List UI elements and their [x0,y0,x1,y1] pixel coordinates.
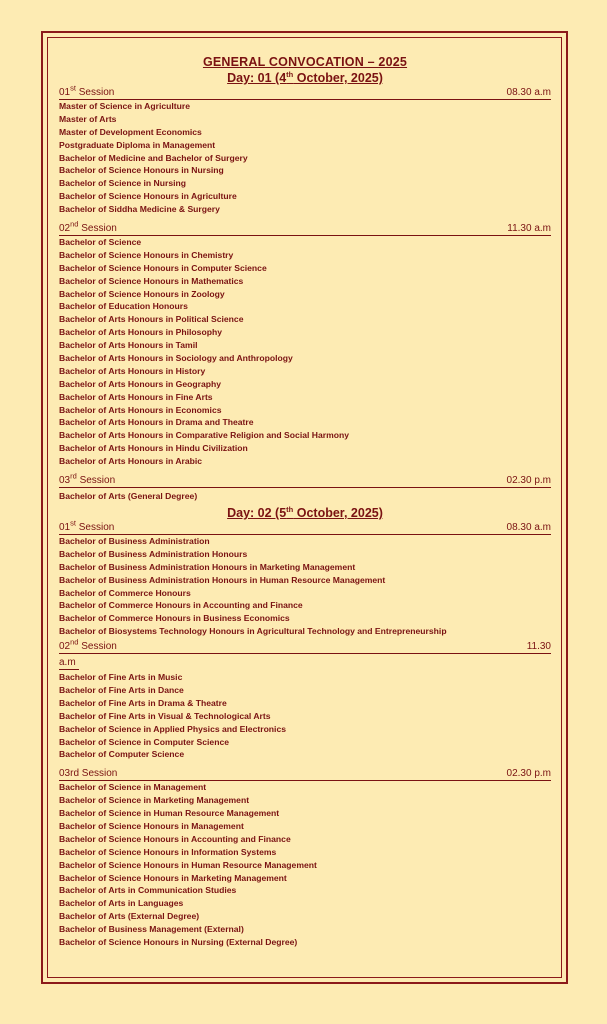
session-time: 02.30 p.m [506,475,551,487]
session-label: 01st Session [59,518,115,533]
course-item: Bachelor of Science Honours in Human Resource Management [59,859,317,870]
session-label: 01st Session [59,83,115,98]
session-time: 11.30 [526,641,551,653]
course-list [59,671,551,761]
course-item: Bachelor of Arts Honours in Hindu Civilization [59,443,248,454]
course-item: Bachelor of Science Honours in Management [59,820,244,831]
course-item: Bachelor of Science Honours in Nursing (External Degree) [59,936,298,947]
course-item: Bachelor of Education Honours [59,301,188,312]
course-list [59,490,551,503]
course-item: Bachelor of Business Administration [59,535,210,546]
session-time: 08.30 a.m [506,521,551,533]
course-item: Bachelor of Computer Science [59,749,185,760]
course-item: Bachelor of Arts Honours in Comparative Religion and Social Harmony [59,430,350,441]
course-item: Bachelor of Commerce Honours in Accounting and Finance [59,600,303,611]
course-item: Bachelor of Commerce Honours in Business Economics [59,613,290,624]
course-item: Postgraduate Diploma in Management [59,139,216,150]
course-item: Bachelor of Biosystems Technology Honours in Agricultural Technology and Entrepreneurship [59,626,447,637]
session-label: 02nd Session [59,219,117,235]
session-header [59,767,551,781]
course-item: Bachelor of Science Honours in Nursing [59,165,224,176]
course-item: Bachelor of Medicine and Bachelor of Surgery [59,152,248,163]
course-list [59,781,551,949]
session-header [59,518,551,535]
session-label: 02nd Session [59,637,117,653]
course-item: Bachelor of Science in Management [59,782,207,793]
course-item: Bachelor of Business Management (External) [59,924,244,935]
course-item: Bachelor of Science Honours in Marketing Management [59,872,287,883]
session-time: 08.30 a.m [506,87,551,98]
course-item: Bachelor of Arts in Communication Studies [59,885,237,896]
course-item: Bachelor of Business Administration Honours in Marketing Management [59,561,356,572]
day-heading: Day: 01 (4th October, 2025) [227,69,383,85]
course-item: Bachelor of Science Honours in Mathematics [59,275,244,286]
course-item: Bachelor of Arts (External Degree) [59,911,200,922]
page-title: GENERAL CONVOCATION – 2025 [202,55,408,69]
course-item: Bachelor of Arts (General Degree) [59,491,198,502]
session-header [59,471,551,488]
day-heading: Day: 02 (5th October, 2025) [227,504,383,520]
course-item: Bachelor of Science [59,237,142,248]
course-item: Bachelor of Commerce Honours [59,587,191,598]
course-item: Bachelor of Arts Honours in Drama and Theatre [59,417,254,428]
session-time: 11.30 a.m [507,223,551,235]
course-item: Bachelor of Arts Honours in Sociology and Anthropology [59,353,293,364]
convocation-schedule [59,55,551,949]
course-list [59,100,551,216]
course-item: Bachelor of Science Honours in Chemistry [59,249,234,260]
course-item: Bachelor of Science in Nursing [59,178,187,189]
course-item: Bachelor of Science in Computer Science [59,736,230,747]
course-list [59,236,551,468]
course-item: Bachelor of Arts in Languages [59,898,184,909]
course-list [59,535,551,638]
course-item: Bachelor of Arts Honours in Philosophy [59,327,222,338]
course-item: Bachelor of Fine Arts in Drama & Theatre [59,697,227,708]
course-item: Bachelor of Fine Arts in Visual & Technological Arts [59,710,271,721]
course-item: Bachelor of Fine Arts in Dance [59,684,184,695]
course-item: Bachelor of Science Honours in Zoology [59,288,225,299]
course-item: Master of Development Economics [59,126,202,137]
session-label: 03rd Session [59,768,118,780]
course-item: Bachelor of Science in Human Resource Management [59,808,280,819]
session-header [59,219,551,236]
course-item: Bachelor of Business Administration Honours in Human Resource Management [59,574,386,585]
course-item: Bachelor of Arts Honours in History [59,365,206,376]
course-item: Master of Science in Agriculture [59,101,191,111]
course-item: Bachelor of Science Honours in Agriculture [59,191,237,202]
session-time: 02.30 p.m [506,768,551,780]
course-item: Bachelor of Siddha Medicine & Surgery [59,204,220,215]
session-header [59,83,551,100]
course-item: Bachelor of Fine Arts in Music [59,672,183,683]
course-item: Master of Arts [59,113,117,124]
course-item: Bachelor of Arts Honours in Economics [59,404,222,415]
course-item: Bachelor of Arts Honours in Geography [59,378,222,389]
course-item: Bachelor of Science in Marketing Management [59,795,250,806]
course-item: Bachelor of Arts Honours in Political Science [59,314,244,325]
course-item: Bachelor of Science Honours in Accounting and Finance [59,833,291,844]
course-item: Bachelor of Science Honours in Computer Science [59,262,267,273]
course-item: Bachelor of Science Honours in Information Systems [59,846,277,857]
session-header [59,637,551,653]
course-item: Bachelor of Arts Honours in Tamil [59,340,198,351]
course-item: Bachelor of Arts Honours in Fine Arts [59,391,213,402]
session-time-wrap: a.m [59,656,79,670]
session-label: 03rd Session [59,471,116,487]
course-item: Bachelor of Science in Applied Physics and Electronics [59,723,287,734]
course-item: Bachelor of Business Administration Honours [59,548,248,559]
course-item: Bachelor of Arts Honours in Arabic [59,456,203,467]
